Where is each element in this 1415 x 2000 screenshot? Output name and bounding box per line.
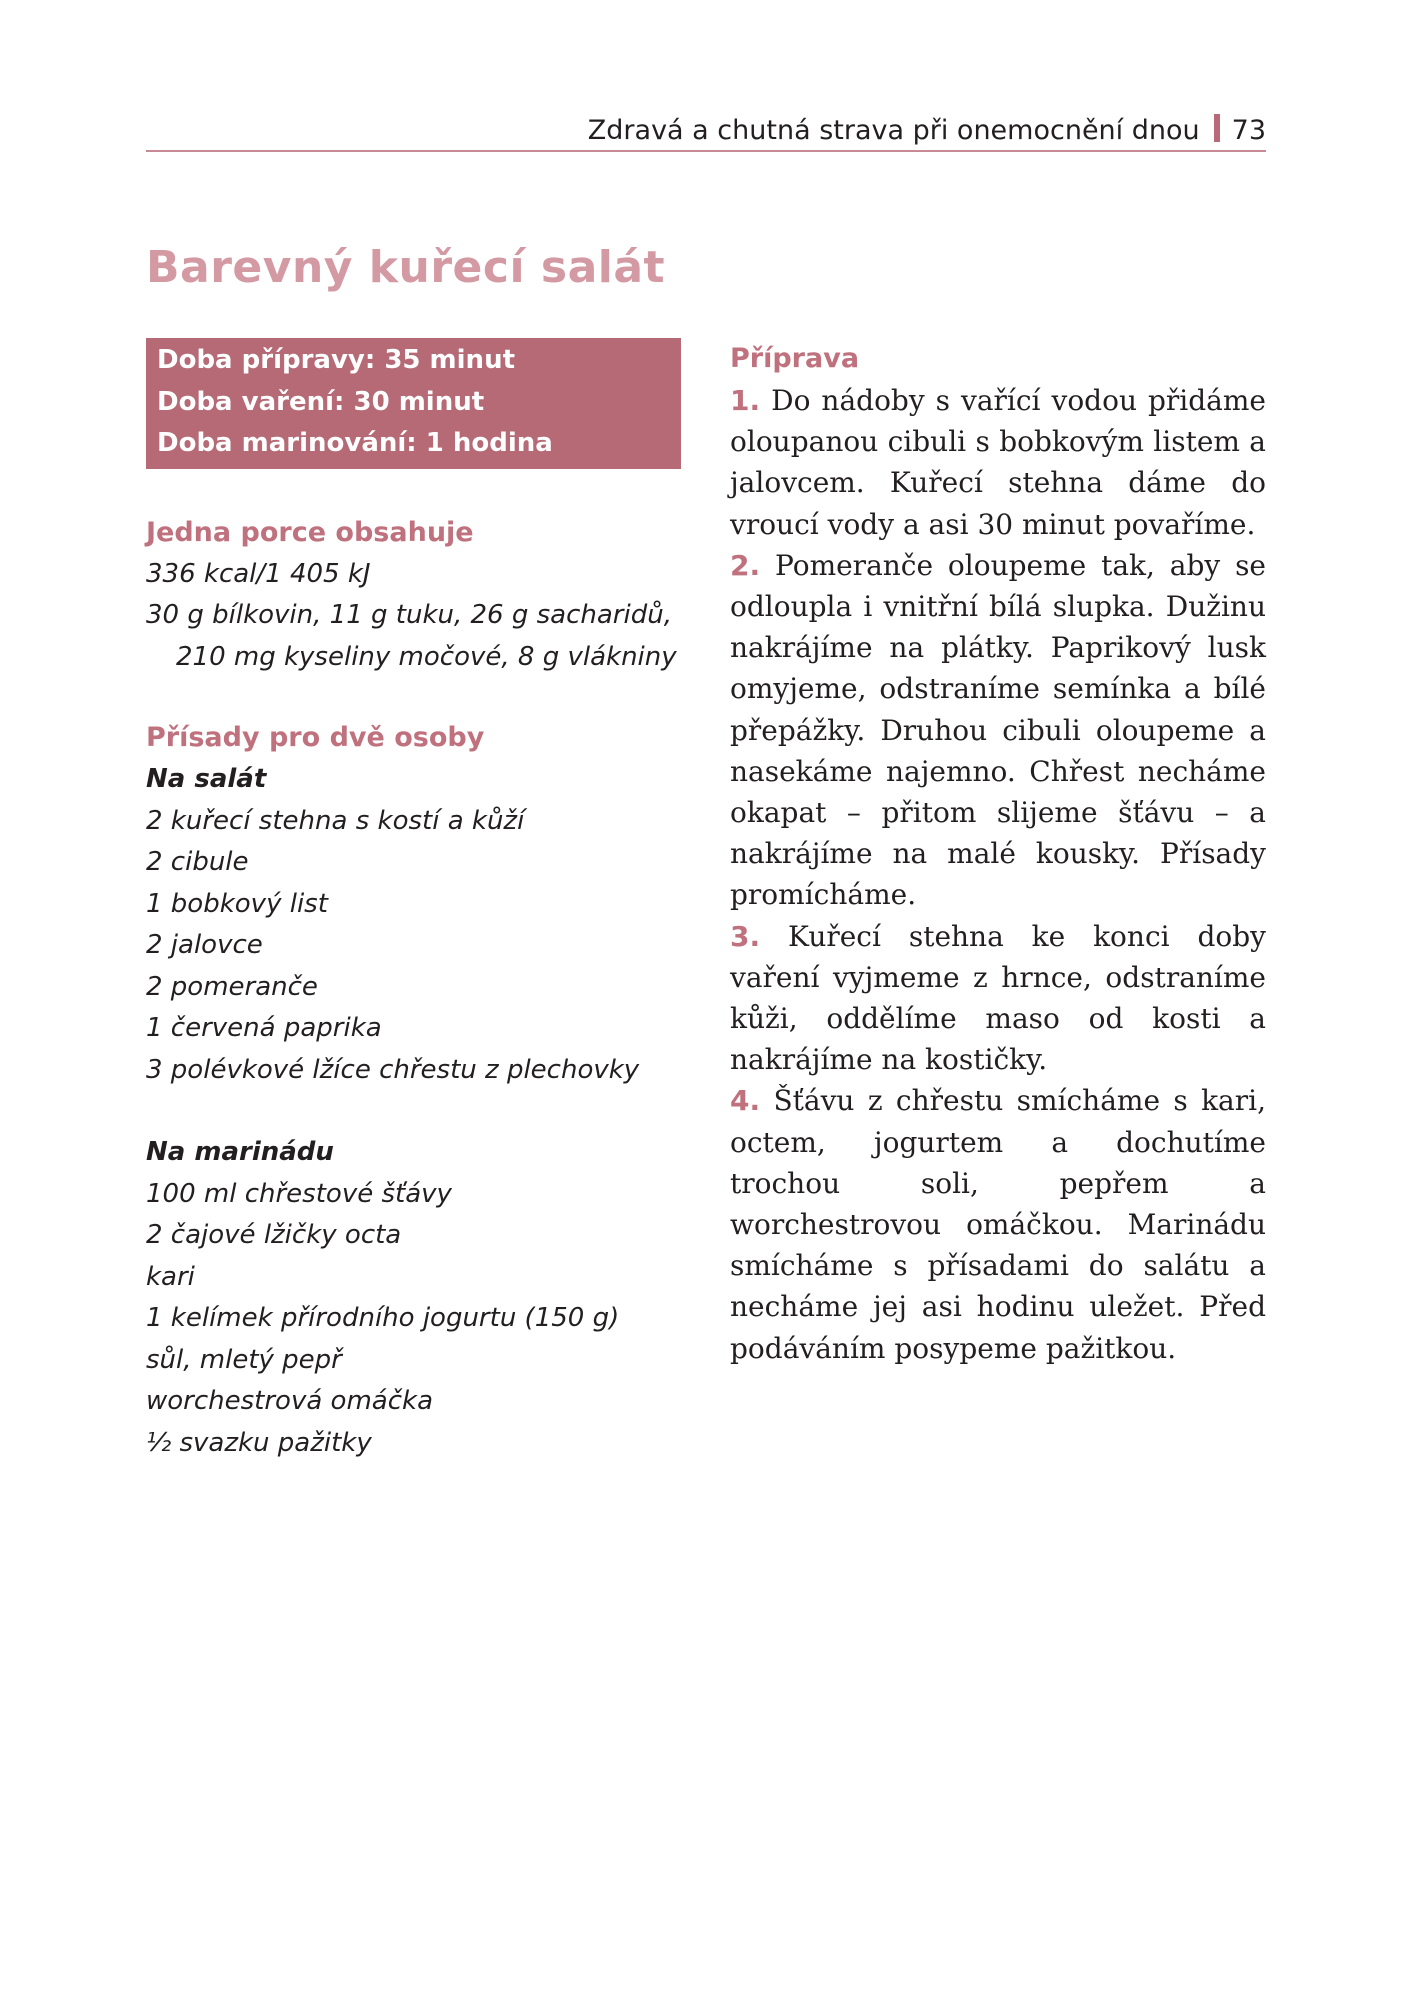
ingredient-item: 2 cibule [146,847,249,877]
step-text: Do nádoby s vařící vodou přidáme oloupanou cibuli s bobkovým listem a jalovcem. Kuřecí stehna dáme do vroucí vody a asi 30 minut povaříme. [730,384,1266,541]
nutrition-energy: 336 kcal/1 405 kJ [146,558,371,589]
salad-ingredients-list [146,801,681,1092]
nutrition-macros: 30 g bílkovin, 11 g tuku, 26 g sacharidů, [146,600,672,630]
cook-time: Doba vaření: 30 minut [157,386,485,417]
marinate-time: Doba marinování: 1 hodina [157,428,553,458]
salad-heading: Na salát [146,764,267,794]
ingredient-item: 2 jalovce [146,930,263,960]
preparation-step [730,1080,1266,1368]
right-column [730,338,1266,1369]
marinade-heading: Na marinádu [146,1137,334,1167]
preparation-step [730,380,1266,545]
preparation-step [730,545,1266,916]
ingredient-item: 1 červená paprika [146,1013,382,1043]
preparation-heading: Příprava [730,343,860,374]
nutrition-heading: Jedna porce obsahuje [146,516,474,548]
ingredient-item: 100 ml chřestové šťávy [146,1178,452,1209]
ingredient-item: sůl, mletý pepř [146,1344,342,1375]
time-box [146,338,681,469]
ingredient-item: 2 kuřecí stehna s kostí a kůží [146,805,525,836]
ingredient-item: 1 bobkový list [146,888,328,919]
ingredients-heading: Přísady pro dvě osoby [146,722,485,753]
recipe-title: Barevný kuřecí salát [146,242,666,293]
step-text: Kuřecí stehna ke konci doby vaření vyjmeme z hrnce, odstraníme kůži, oddělíme maso od kosti a nakrájíme na kostičky. [730,919,1266,1077]
step-text: Šťávu z chřestu smícháme s kari, octem, jogurtem a dochutíme trochou soli, pepřem a worchestrovou omáčkou. Marinádu smícháme s přísadami do salátu a necháme jej asi hodinu uležet. Před podáváním posypeme pažitkou. [730,1084,1266,1365]
preparation-step [730,916,1266,1081]
step-number: 2. [730,548,761,582]
running-header [146,108,1266,152]
running-title: Zdravá a chutná strava při onemocnění dnou [587,115,1200,146]
step-number: 3. [730,919,761,953]
prep-time: Doba přípravy: 35 minut [157,345,516,375]
header-separator [1214,114,1220,142]
marinade-ingredients-list [146,1174,681,1465]
ingredient-item: worchestrová omáčka [146,1386,434,1416]
page-number: 73 [1231,115,1266,146]
ingredient-item: ½ svazku pažitky [146,1427,372,1458]
ingredient-item: 3 polévkové lžíce chřestu z plechovky [146,1054,640,1085]
step-number: 4. [730,1084,761,1118]
ingredient-item: 2 pomeranče [146,971,318,1002]
ingredient-item: 2 čajové lžičky octa [146,1220,402,1250]
ingredient-item: kari [146,1261,195,1292]
ingredient-item: 1 kelímek přírodního jogurtu (150 g) [146,1303,620,1333]
step-text: Pomeranče oloupeme tak, aby se odloupla i vnitřní bílá slupka. Dužinu nakrájíme na plátky. Paprikový lusk omyjeme, odstraníme semínka a bílé přepážky. Druhou cibuli oloupeme a nasekáme najemno. Chřest necháme okapat – přitom slijeme šťávu – a nakrájíme na malé kousky. Přísady promícháme. [730,548,1267,912]
left-column [146,338,681,1464]
step-number: 1. [730,384,761,417]
nutrition-macros-cont: 210 mg kyseliny močové, 8 g vlákniny [176,641,677,672]
